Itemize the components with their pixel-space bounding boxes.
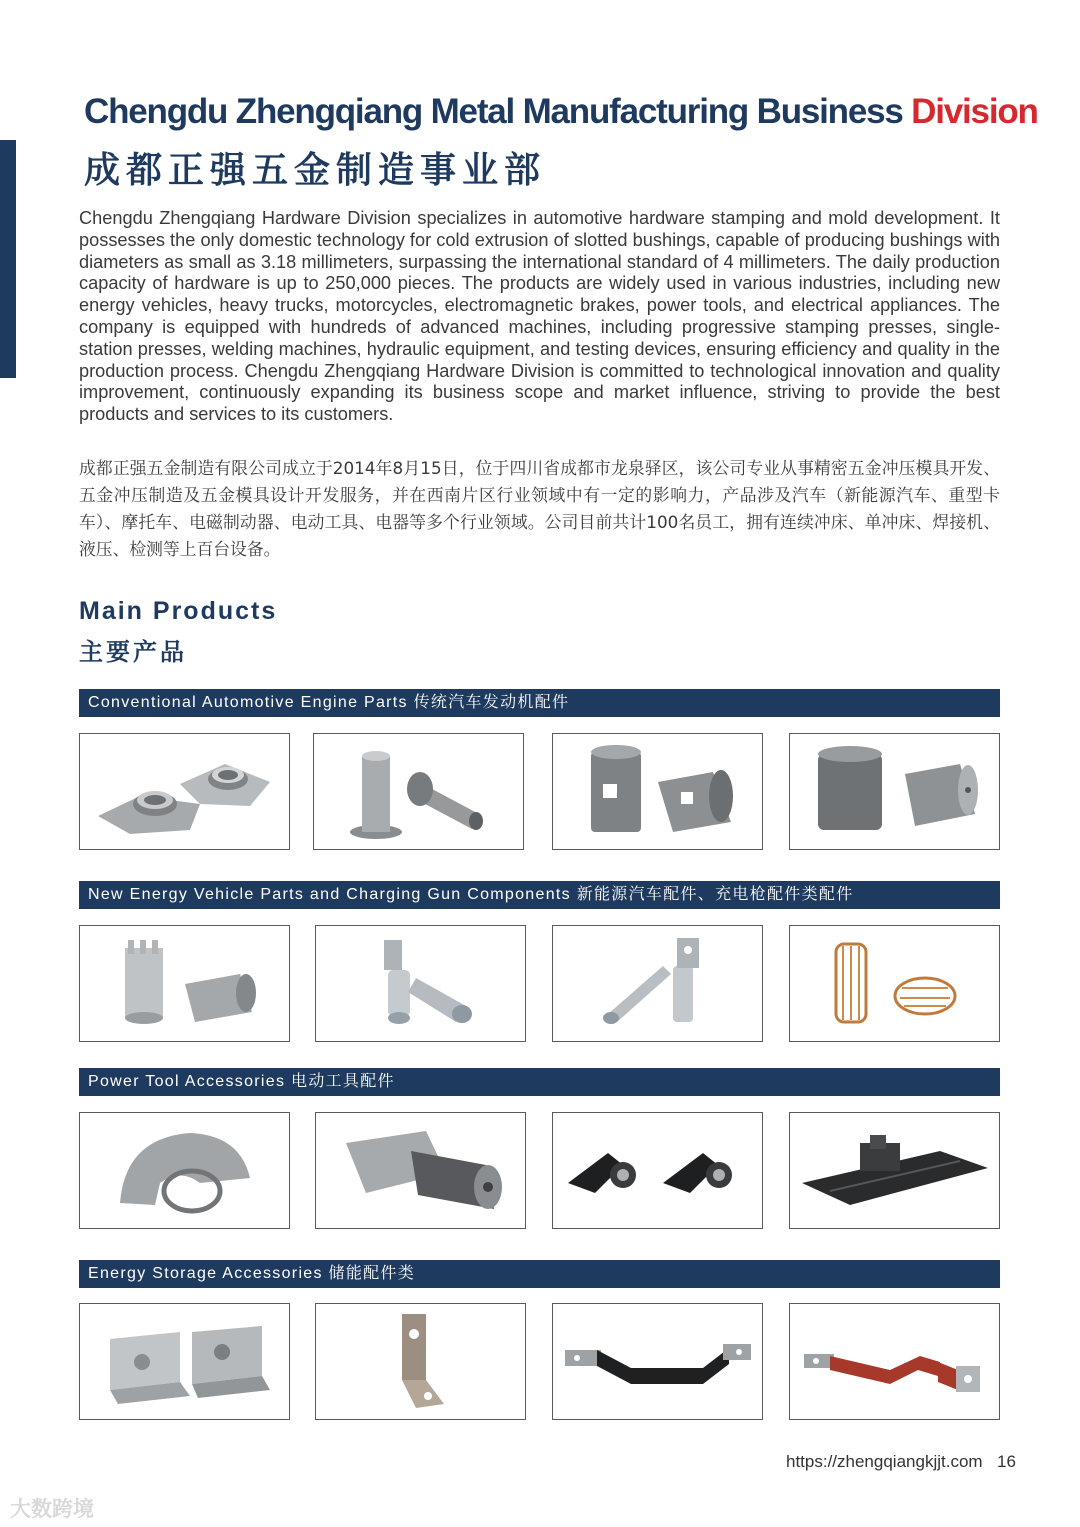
page-title-en xyxy=(84,92,1038,132)
footer-url: https://zhengqiangkjjt.com xyxy=(786,1452,983,1471)
product-image-brush-holders xyxy=(552,1112,763,1229)
title-en-accent: Division xyxy=(911,92,1038,131)
intro-paragraph-en: Chengdu Zhengqiang Hardware Division specializes in automotive hardware stamping and mold development. It possesses the only domestic technology for cold extrusion of slotted bushings, capable of producing bushings with diameters as small as 3.18 millimeters, surpassing the international standard of 4 millimeters. The daily production capacity of hardware is up to 250,000 pieces. The products are widely used in various industries, including new energy vehicles, heavy trucks, motorcycles, electromagnetic brakes, power tools, and electrical appliances. The company is equipped with hundreds of advanced machines, including progressive stamping presses, single-station presses, welding machines, hydraulic equipment, and testing devices, ensuring efficiency and quality in the production process. Chengdu Zhengqiang Hardware Division is committed to technological innovation and quality improvement, continuously expanding its business scope and market influence, striving to provide the best products and services to its customers. xyxy=(79,208,1000,425)
category-bar-engine-parts: Conventional Automotive Engine Parts 传统汽车发动机配件 xyxy=(79,689,1000,717)
product-image-charging-pins xyxy=(315,925,526,1042)
product-image-bushings xyxy=(313,733,524,850)
product-image-crown-sleeves xyxy=(79,925,290,1042)
main-products-heading-en: Main Products xyxy=(79,597,278,625)
product-row-new-energy xyxy=(79,925,1000,1042)
side-accent-bar xyxy=(0,140,16,378)
product-image-busbar-black xyxy=(552,1303,763,1420)
page-title-cn: 成都正强五金制造事业部 xyxy=(84,150,547,191)
product-image-grinder-guard xyxy=(79,1112,290,1229)
product-image-commutator xyxy=(315,1112,526,1229)
product-image-terminal-pins xyxy=(552,925,763,1042)
product-row-engine-parts xyxy=(79,733,1000,850)
product-row-power-tools xyxy=(79,1112,1000,1229)
product-image-saw-base-plate xyxy=(789,1112,1000,1229)
product-image-busbar-red xyxy=(789,1303,1000,1420)
product-image-mounting-brackets xyxy=(79,1303,290,1420)
page-number: 16 xyxy=(997,1452,1016,1471)
category-bar-power-tools: Power Tool Accessories 电动工具配件 xyxy=(79,1068,1000,1096)
title-en-main: Chengdu Zhengqiang Metal Manufacturing Business xyxy=(84,92,903,131)
category-bar-energy-storage: Energy Storage Accessories 储能配件类 xyxy=(79,1260,1000,1288)
category-bar-new-energy: New Energy Vehicle Parts and Charging Gun Components 新能源汽车配件、充电枪配件类配件 xyxy=(79,881,1000,909)
main-products-heading-cn: 主要产品 xyxy=(79,638,187,666)
intro-paragraph-cn: 成都正强五金制造有限公司成立于2014年8月15日，位于四川省成都市龙泉驿区，该公司专业从事精密五金冲压模具开发、五金冲压制造及五金模具设计开发服务，并在西南片区行业领域中有一定的影响力，产品涉及汽车（新能源汽车、重型卡车）、摩托车、电磁制动器、电动工具、电器等多个行业领域。公司目前共计100名员工，拥有连续冲床、单冲床、焊接机、液压、检测等上百台设备。 xyxy=(79,458,1000,559)
product-image-terminal-lug xyxy=(315,1303,526,1420)
product-image-flange-bearings xyxy=(79,733,290,850)
watermark: 大数跨境 xyxy=(10,1497,94,1521)
product-image-copper-springs xyxy=(789,925,1000,1042)
product-image-slotted-sleeves xyxy=(552,733,763,850)
product-image-cup-housings xyxy=(789,733,1000,850)
product-row-energy-storage xyxy=(79,1303,1000,1420)
